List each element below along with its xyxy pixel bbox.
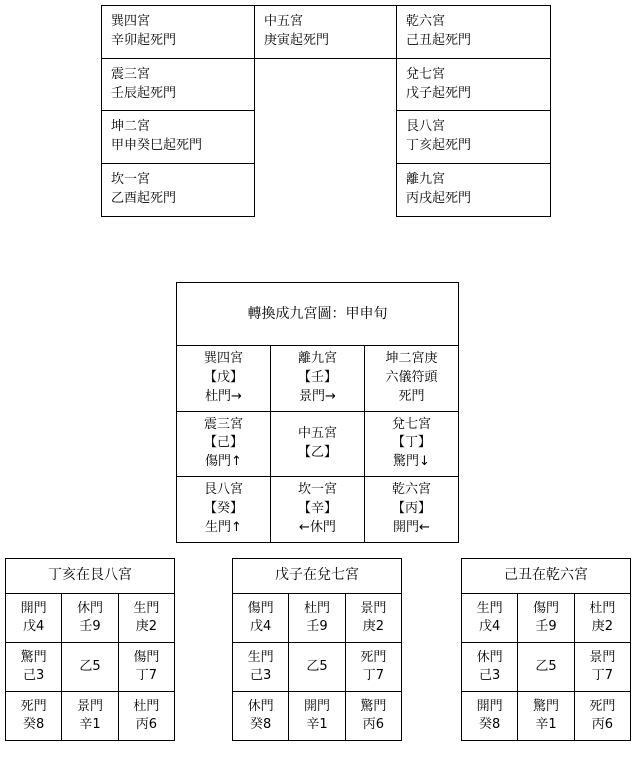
table-row — [177, 283, 459, 346]
cell-line: 兌七宮 — [406, 66, 446, 82]
palace-line: 【壬】 — [297, 369, 337, 385]
cell — [345, 643, 401, 692]
cell-stem: 丁7 — [362, 668, 384, 683]
cell — [118, 692, 174, 741]
cell-stem: 壬9 — [306, 619, 328, 634]
cell-dui7 — [397, 58, 551, 111]
qimen-origin-table — [101, 5, 551, 217]
table-row — [6, 559, 175, 594]
cell-gate: 驚門 — [20, 649, 47, 665]
palace-line: 景門→ — [299, 388, 336, 404]
bottom-table-jichou — [461, 558, 631, 741]
palace-line: 中五宮 — [297, 425, 337, 441]
cell-qian6 — [397, 6, 551, 59]
cell-line: 辛卯起死門 — [111, 32, 177, 48]
palace-line: 震三宮 — [203, 416, 243, 432]
cell-gate: 杜門 — [133, 698, 160, 714]
cell-line: 震三宮 — [111, 66, 151, 82]
palace-line: 【丁】 — [391, 435, 431, 451]
palace-kan1 — [270, 477, 364, 543]
bottom-table-title: 己丑在乾六宮 — [462, 559, 631, 594]
nine-palace-title: 轉換成九宮圖：甲申旬 — [177, 283, 459, 346]
palace-dui7 — [364, 411, 458, 477]
cell-stem: 丙6 — [591, 717, 613, 732]
palace-line: 【戊】 — [203, 369, 243, 385]
palace-line: 坎一宮 — [297, 482, 337, 498]
palace-line: 驚門↓ — [393, 454, 430, 470]
cell-line: 乙酉起死門 — [111, 190, 177, 206]
palace-line: 開門← — [393, 519, 430, 535]
cell — [345, 692, 401, 741]
cell-zhong5 — [255, 6, 397, 59]
cell-stem: 丙6 — [362, 717, 384, 732]
cell-gate: 開門 — [303, 698, 330, 714]
palace-line: 傷門↑ — [205, 454, 242, 470]
cell — [574, 643, 630, 692]
table-row — [233, 643, 402, 692]
cell-line: 戊子起死門 — [406, 85, 472, 101]
cell — [518, 594, 574, 643]
cell-gate: 休門 — [76, 600, 103, 616]
cell — [62, 594, 118, 643]
cell-gate: 開門 — [20, 600, 47, 616]
cell — [118, 594, 174, 643]
table-row — [6, 643, 175, 692]
table-row — [462, 594, 631, 643]
palace-line: 生門↑ — [205, 519, 242, 535]
cell — [462, 594, 518, 643]
nine-palace-table — [176, 282, 459, 543]
palace-line: ←休門 — [299, 519, 336, 535]
cell-stem: 辛1 — [79, 717, 101, 732]
table-row — [233, 559, 402, 594]
table-row — [102, 164, 551, 217]
cell-xun4 — [102, 6, 255, 59]
cell-line: 乾六宮 — [406, 14, 446, 29]
palace-line: 艮八宮 — [203, 482, 243, 498]
palace-zhen3 — [177, 411, 271, 477]
cell-stem: 丙6 — [135, 717, 157, 732]
cell-gate: 死門 — [20, 698, 47, 714]
cell-stem: 癸8 — [250, 717, 272, 732]
palace-line: 【癸】 — [203, 500, 243, 516]
cell-stem: 辛1 — [535, 717, 557, 732]
cell-center — [518, 643, 574, 692]
table-row — [102, 6, 551, 59]
bottom-tables-group — [0, 558, 635, 763]
cell — [574, 692, 630, 741]
cell-gate: 傷門 — [247, 600, 274, 616]
cell-gate: 開門 — [476, 698, 503, 714]
table-row — [177, 411, 459, 477]
cell-stem: 壬9 — [79, 619, 101, 634]
cell — [233, 643, 289, 692]
cell-stem: 戊4 — [479, 619, 501, 634]
cell — [289, 594, 345, 643]
cell-stem: 丁7 — [135, 668, 157, 683]
palace-line: 【乙】 — [297, 444, 337, 460]
cell — [62, 692, 118, 741]
table-row — [233, 594, 402, 643]
cell-gate: 死門 — [360, 649, 387, 665]
cell-zhen3 — [102, 58, 255, 111]
cell-line: 巽四宮 — [111, 14, 151, 29]
cell-stem: 壬9 — [535, 619, 557, 634]
cell-gate: 景門 — [589, 649, 616, 665]
palace-qian6 — [364, 477, 458, 543]
cell-line: 甲申癸巳起死門 — [111, 138, 203, 154]
table-row — [102, 58, 551, 111]
palace-line: 六儀符頭 — [385, 369, 438, 385]
cell-stem: 乙5 — [79, 658, 101, 674]
palace-zhong5 — [270, 411, 364, 477]
cell-gate: 驚門 — [360, 698, 387, 714]
nine-palace-chart — [176, 282, 459, 543]
cell-stem: 己3 — [250, 668, 272, 683]
cell-line: 中五宮 — [264, 14, 304, 29]
palace-line: 乾六宮 — [391, 482, 431, 498]
cell — [462, 643, 518, 692]
table-row — [102, 111, 551, 164]
cell-stem: 癸8 — [23, 717, 45, 732]
cell-gate: 傷門 — [532, 600, 559, 616]
cell — [462, 692, 518, 741]
cell-line: 壬辰起死門 — [111, 85, 177, 101]
cell-line: 丁亥起死門 — [406, 138, 472, 154]
cell-gate: 休門 — [247, 698, 274, 714]
cell-gate: 休門 — [476, 649, 503, 665]
cell-gate: 生門 — [476, 600, 503, 616]
cell-line: 己丑起死門 — [406, 32, 472, 48]
cell — [6, 594, 62, 643]
cell — [118, 643, 174, 692]
cell-gate: 景門 — [360, 600, 387, 616]
cell-stem: 乙5 — [535, 658, 557, 674]
palace-line: 【辛】 — [297, 500, 337, 516]
cell-gate: 杜門 — [303, 600, 330, 616]
cell — [6, 692, 62, 741]
table-row — [462, 559, 631, 594]
cell-stem: 丁7 — [591, 668, 613, 683]
table-row — [177, 346, 459, 412]
cell-stem: 庚2 — [362, 619, 384, 634]
cell-gate: 死門 — [589, 698, 616, 714]
palace-li9 — [270, 346, 364, 412]
palace-line: 坤二宮庚 — [385, 351, 438, 366]
cell-stem: 戊4 — [23, 619, 45, 634]
cell-center — [289, 643, 345, 692]
palace-line: 死門 — [398, 388, 425, 404]
cell-stem: 己3 — [479, 668, 501, 683]
bottom-table-title: 丁亥在艮八宮 — [6, 559, 175, 594]
cell-line: 艮八宮 — [406, 119, 446, 135]
cell-empty — [255, 164, 397, 217]
cell-gate: 生門 — [133, 600, 160, 616]
cell — [345, 594, 401, 643]
cell-empty — [255, 111, 397, 164]
palace-line: 巽四宮 — [203, 351, 243, 366]
table-row — [462, 643, 631, 692]
cell-empty — [255, 58, 397, 111]
bottom-table-wuzi — [232, 558, 402, 741]
cell-gate: 驚門 — [532, 698, 559, 714]
palace-line: 兌七宮 — [391, 416, 431, 432]
palace-line: 【己】 — [203, 435, 243, 451]
cell-stem: 庚2 — [591, 619, 613, 634]
cell-stem: 乙5 — [306, 658, 328, 674]
cell-line: 坎一宮 — [111, 172, 151, 188]
cell-stem: 己3 — [23, 668, 45, 683]
cell-line: 丙戌起死門 — [406, 190, 472, 206]
cell-gate: 傷門 — [133, 649, 160, 665]
palace-xun4 — [177, 346, 271, 412]
bottom-table-title: 戊子在兌七宮 — [233, 559, 402, 594]
cell-kun2 — [102, 111, 255, 164]
cell-stem: 辛1 — [306, 717, 328, 732]
cell-gate: 杜門 — [589, 600, 616, 616]
table-row — [462, 692, 631, 741]
table-row — [6, 692, 175, 741]
palace-line: 離九宮 — [297, 351, 337, 366]
bottom-table-dinghai — [5, 558, 175, 741]
cell-gate: 生門 — [247, 649, 274, 665]
cell-line: 坤二宮 — [111, 119, 151, 135]
cell — [518, 692, 574, 741]
cell — [289, 692, 345, 741]
palace-gen8 — [177, 477, 271, 543]
cell-stem: 戊4 — [250, 619, 272, 634]
cell — [6, 643, 62, 692]
cell — [233, 692, 289, 741]
table-row — [6, 594, 175, 643]
cell — [233, 594, 289, 643]
cell-line: 庚寅起死門 — [264, 32, 330, 48]
palace-line: 【丙】 — [391, 500, 431, 516]
palace-kun2 — [364, 346, 458, 412]
cell-kan1 — [102, 164, 255, 217]
table-row — [177, 477, 459, 543]
table-row — [233, 692, 402, 741]
cell-stem: 癸8 — [479, 717, 501, 732]
palace-line: 杜門→ — [205, 388, 242, 404]
cell-center — [62, 643, 118, 692]
cell-line: 離九宮 — [406, 172, 446, 188]
cell-li9 — [397, 164, 551, 217]
cell-gate: 景門 — [76, 698, 103, 714]
cell — [574, 594, 630, 643]
cell-stem: 庚2 — [135, 619, 157, 634]
cell-gen8 — [397, 111, 551, 164]
